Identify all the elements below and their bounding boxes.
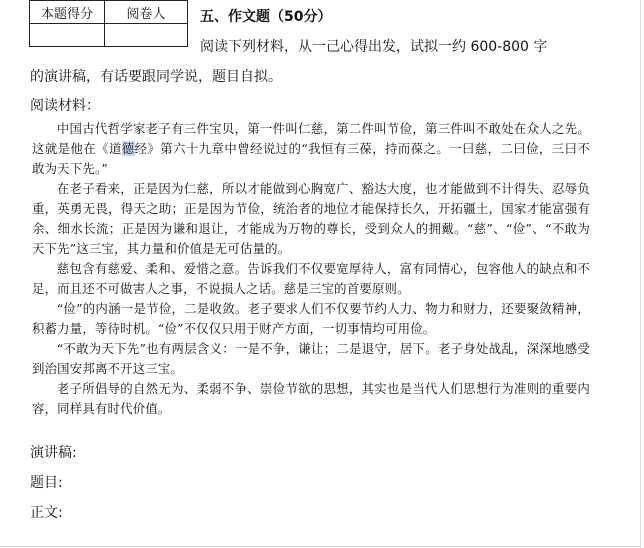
instruction-line-1: 阅读下列材料，从一己心得出发，试拟一约 600-800 字 bbox=[200, 39, 548, 55]
page-right-border bbox=[640, 0, 641, 548]
passage-paragraph-3: 慈包含有慈爱、柔和、爱惜之意。告诉我们不仅要宽厚待人，富有同情心，包容他人的缺点和不足，而且还不可做害人之事，不说损人之话。慈是三宝的首要原则。 bbox=[32, 261, 590, 296]
grader-input-cell[interactable] bbox=[105, 24, 188, 47]
grader-header-cell: 阅卷人 bbox=[105, 1, 188, 24]
body-label: 正文: bbox=[30, 505, 63, 521]
section-title: 五、作文题（50分） bbox=[200, 9, 332, 25]
passage-paragraph-2: 在老子看来，正是因为仁慈，所以才能做到心胸宽广、豁达大度，也才能做到不计得失、忍辱负重，英勇无畏，得天之助；正是因为节俭，统治者的地位才能保持长久，开拓疆土，国家才能富强有余、细水长流；正是因为谦和退让，才能成为万物的尊长，受到众人的拥戴。“慈”、“俭”、“不敢为天下先”这三宝，其力量和价值是无可估量的。 bbox=[32, 181, 590, 256]
score-header-cell: 本题得分 bbox=[30, 1, 105, 24]
selected-text-highlight[interactable]: 德 bbox=[121, 141, 135, 156]
passage-paragraph-6: 老子所倡导的自然无为、柔弱不争、崇俭节欲的思想，其实也是当代人们思想行为准则的重要内容，同样具有时代价值。 bbox=[32, 381, 590, 416]
score-table bbox=[29, 0, 188, 47]
reading-passage bbox=[32, 119, 590, 419]
passage-text: 中国古代哲学家老子有三件宝贝，第一件叫仁慈，第二件叫节俭，第三件叫不敢处在众人之先。这就是他在《道 bbox=[32, 121, 590, 156]
passage-text: 经》第六十九章中曾经说过的“我恒有三葆，持而葆之。一曰慈，二曰俭，三曰不敢为天下先。” bbox=[32, 141, 590, 176]
instruction-line-2: 的演讲稿，有话要跟同学说，题目自拟。 bbox=[30, 69, 282, 85]
page-bottom-border bbox=[0, 546, 641, 547]
title-label: 题目: bbox=[30, 475, 63, 491]
passage-paragraph-1 bbox=[32, 119, 590, 179]
score-input-cell[interactable] bbox=[30, 24, 105, 47]
reading-material-label: 阅读材料： bbox=[30, 98, 100, 114]
speech-label: 演讲稿: bbox=[30, 445, 77, 461]
passage-paragraph-5: “不敢为天下先”也有两层含义：一是不争，谦让；二是退守，居下。老子身处战乱，深深地感受到治国安邦离不开这三宝。 bbox=[32, 341, 590, 376]
passage-paragraph-4: “俭”的内涵一是节俭，二是收敛。老子要求人们不仅要节约人力、物力和财力，还要聚敛精神，积蓄力量，等待时机。“俭”不仅仅只用于财产方面，一切事情均可用俭。 bbox=[32, 301, 590, 336]
